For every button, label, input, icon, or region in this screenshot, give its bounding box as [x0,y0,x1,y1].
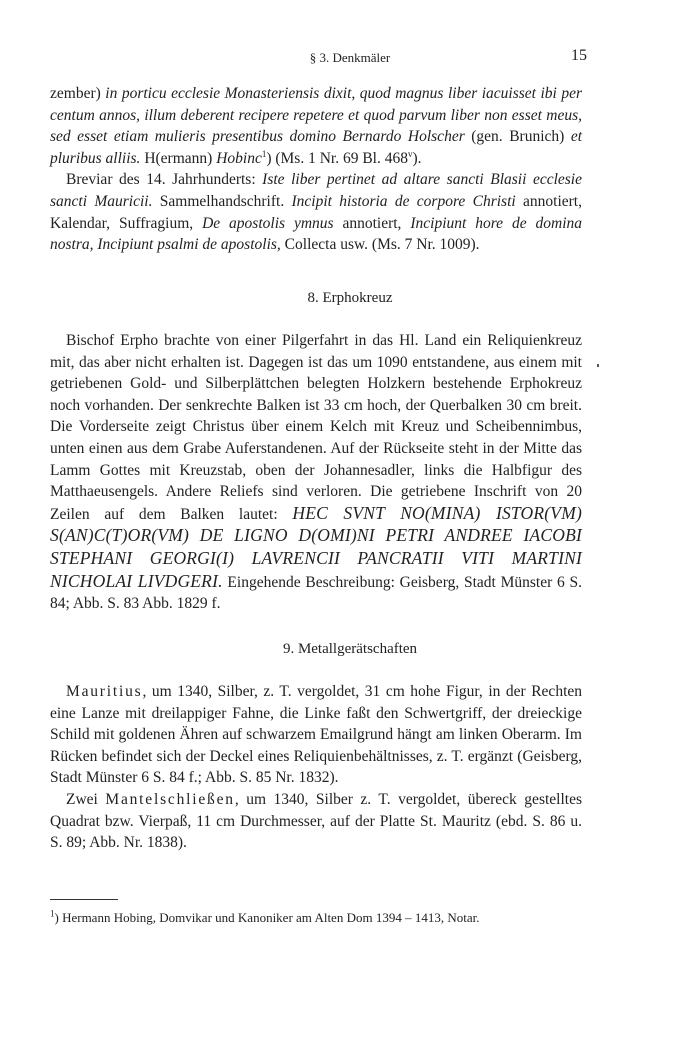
footnote-text: ) Hermann Hobing, Domvikar und Kanoniker am Alten Dom 1394 – 1413, Notar. [54,910,480,925]
stray-mark [597,364,599,367]
text-run: annotiert, Kalendar, Suffragium, [50,192,582,232]
text-run: Collecta usw. (Ms. 7 Nr. 1009). [280,236,480,254]
paragraph-erphokreuz [50,330,582,615]
text-run: Sammelhandschrift. [152,192,292,210]
item-name-mantelschliessen: Mantelschließen [105,790,235,808]
section-heading-erphokreuz: 8. Erphokreuz [307,290,393,306]
item-name-mauritius: Mauritius [66,683,143,700]
text-run: (gen. Brunich) [464,128,571,146]
name-hobinc: Hobinc [216,149,262,167]
superscript-v: v [408,148,413,159]
text-block-metall [50,681,582,854]
page-number: 15 [571,47,587,64]
text-run: ) (Ms. 1 Nr. 69 Bl. 468 [266,149,408,167]
latin-quote: De apostolis ymnus [202,214,334,232]
footnote-rule [50,899,118,900]
text-run: Breviar des 14. Jahrhunderts: [66,171,263,189]
paragraph-breviar [50,169,582,255]
section-header: § 3. Denkmäler [309,50,391,65]
footnote-marker: 1 [50,908,55,919]
text-run: Eingehende Beschreibung: Geisberg, Stadt Münster 6 S. 84; Abb. S. 83 Abb. 1829 f. [50,573,583,613]
text-run: zember) [50,85,106,102]
text-run: annotiert, [333,214,411,232]
latin-quote: Incipit historia de corpore Christi [291,192,516,210]
inscription: HEC SVNT NO(MINA) ISTOR(VM) S(AN)C(T)OR(VM) DE LIGNO D(OMI)NI PETRI ANDREE IACOBI STEPHANI GEORGI(I) LAVRENCII PANCRATII VITI MARTINI NICHOLAI LIVDGERI. [50,502,582,591]
latin-quote: in porticu ecclesie Monasteriensis dixit, quod magnus liber iacuisset ibi per centum annos, illum deberent recipere repetere et quod parvum liber non esset meus, sed esset etiam mulieris presentibus domino Bernardo Holscher [50,85,582,146]
text-run: Bischof Erpho brachte von einer Pilgerfahrt in das Hl. Land ein Reliquienkreuz mit, das aber nicht erhalten ist. Dagegen ist das um 1090 entstandene, aus einem mit getriebenen Gold- und Silberplättchen belegten Holzkern bestehende Erphokreuz noch vorhanden. Der senkrechte Balken ist 33 cm hoch, der Querbalken 30 cm breit. Die Vorderseite zeigt Christus über einem Kelch mit Kreuz und Scheibennimbus, unten einen aus dem Grabe Auferstandenen. Auf der Rückseite steht in der Mitte das Lamm Gottes mit Kreuzstab, oben der Johannesadler, links die Halbfigur des Matthaeusengels. Andere Reliefs sind verloren. Die getriebene Inschrift von 20 Zeilen auf dem Balken lautet: [50,332,582,523]
paragraph-mantelschliessen [50,789,582,854]
latin-quote: Iste liber pertinet ad altare sancti Blasii ecclesie sancti Mauricii. [50,171,582,210]
text-run: Zwei [66,790,106,808]
text-run: ). [412,149,422,167]
footnote-ref: 1 [261,148,267,159]
latin-quote: Incipiunt hore de domina nostra, Incipiunt psalmi de apostolis, [50,214,582,254]
text-run: , um 1340, Silber z. T. vergoldet, übereck gestelltes Quadrat bzw. Vierpaß, 11 cm Durchmesser, auf der Platte St. Mauritz (ebd. S. 86 u. S. 89; Abb. Nr. 1838). [50,790,582,852]
footnote [50,909,582,927]
text-run: , um 1340, Silber, z. T. vergoldet, 31 cm hohe Figur, in der Rechten eine Lanze mit dreilappiger Fahne, die Linke faßt den Schwertgriff, der dreieckige Schild mit goldenen Ähren auf schwarzem Emailgrund hängt am linken Oberarm. Im Rücken befindet sich der Deckel eines Reliquienbehältnisses, z. T. ergänzt (Geisberg, Stadt Münster 6 S. 84 f.; Abb. S. 85 Nr. 1832). [50,683,582,787]
section-heading-metallgeraetschaften: 9. Metallgerätschaften [282,641,418,657]
latin-quote: et pluribus alliis. [50,128,582,167]
text-block-erphokreuz [50,330,582,615]
paragraph-mauritius [50,681,582,789]
text-run: H(ermann) [140,149,217,167]
paragraph-holscher-note [50,83,582,169]
text-block-top [50,83,582,256]
